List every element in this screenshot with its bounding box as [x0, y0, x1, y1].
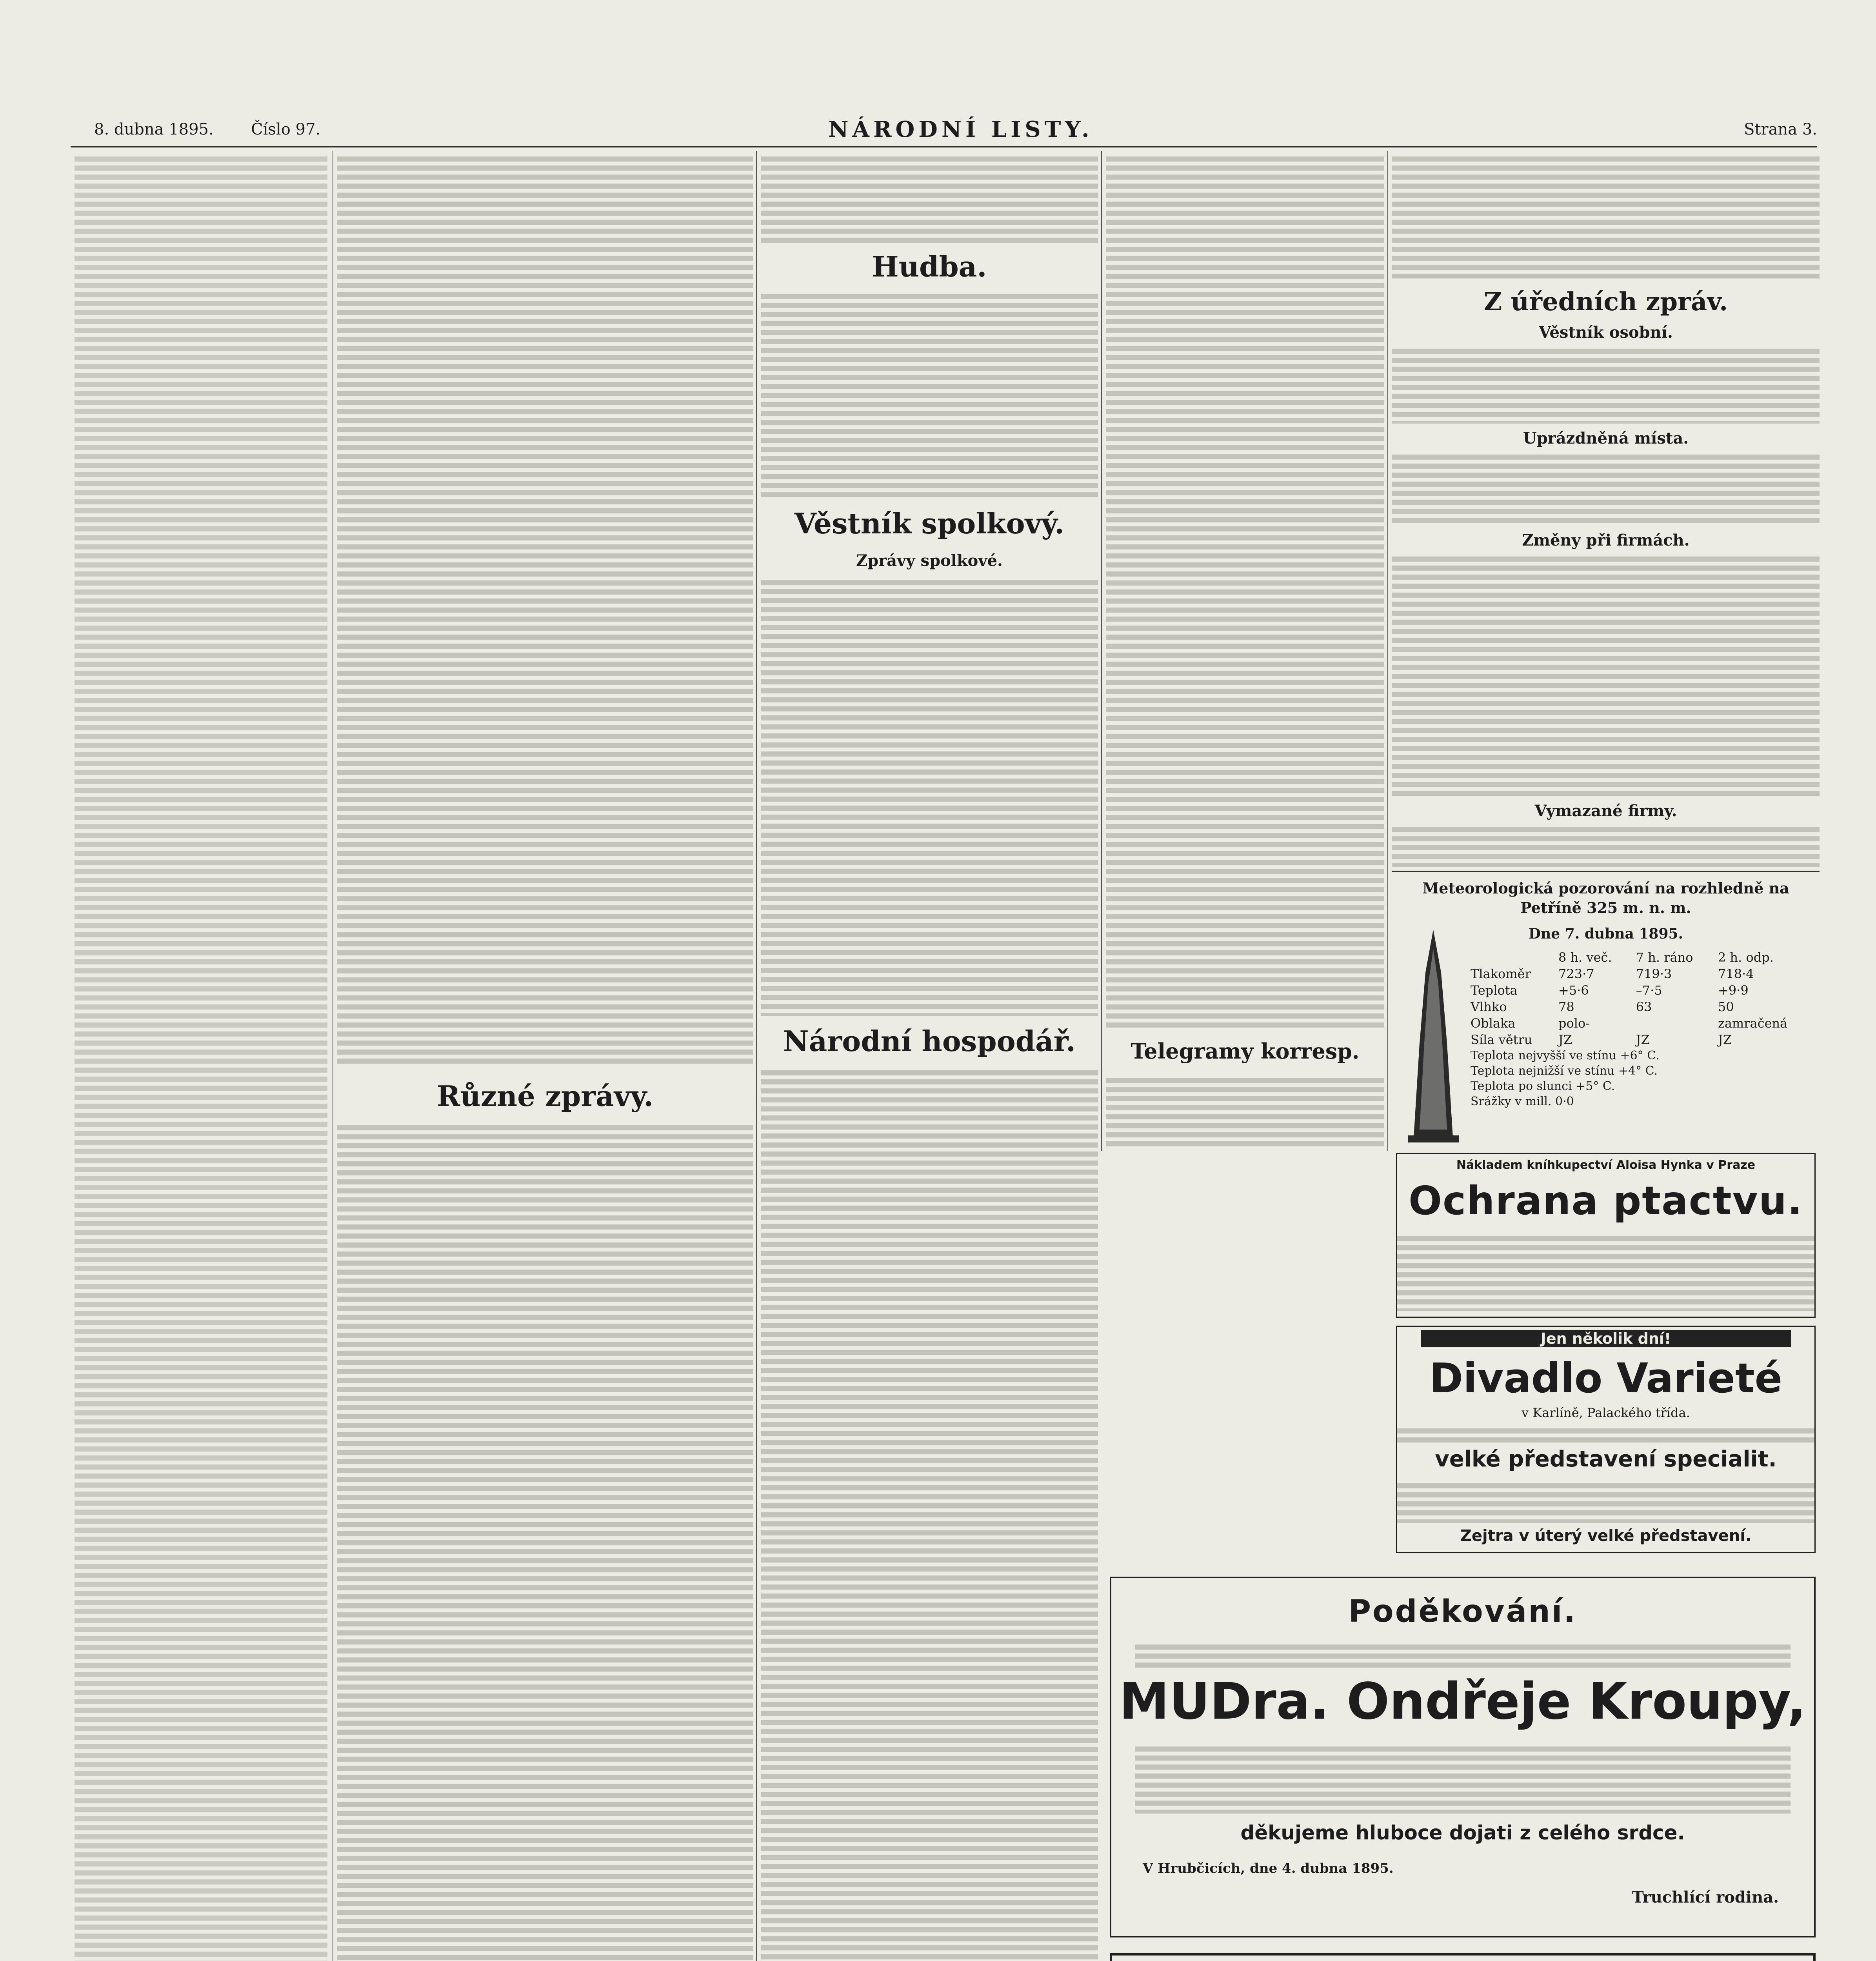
meteo-note: Teplota po slunci +5° C.	[1471, 1079, 1615, 1093]
ad-place: V Hrubčicích, dne 4. dubna 1895.	[1143, 1861, 1394, 1876]
article-text	[1392, 345, 1820, 424]
sub-heading: Uprázdněná místa.	[1392, 427, 1820, 449]
column-2	[337, 153, 753, 1961]
article-text	[761, 153, 1098, 243]
sub-heading: Vymazané firmy.	[1392, 800, 1820, 822]
ad-signature: Truchlící rodina.	[1632, 1888, 1779, 1906]
article-text	[75, 153, 327, 1961]
section-heading: Z úředních zpráv.	[1392, 282, 1820, 322]
article-text	[337, 1122, 753, 1961]
section-heading: Hudba.	[761, 247, 1098, 286]
meteo-header-row	[1467, 949, 1812, 966]
advertisement-ochrana	[1396, 1153, 1816, 1318]
meteo-row: Teplota +5·6 –7·5 +9·9	[1471, 983, 1749, 998]
ad-title: Ochrana ptactvu.	[1408, 1178, 1803, 1224]
article-text	[761, 290, 1098, 498]
advertisement-podekovani	[1110, 1577, 1816, 1937]
article-text	[1392, 824, 1820, 867]
column-3	[761, 153, 1098, 1961]
header-rule	[71, 146, 1817, 147]
meteo-col: 8 h. več.	[1558, 950, 1612, 965]
ad-body-text	[1397, 1425, 1814, 1444]
article-text	[337, 153, 753, 1067]
article-text	[761, 1067, 1098, 1961]
column-5	[1392, 153, 1820, 1149]
ad-line: velké představení specialit.	[1435, 1446, 1777, 1472]
issue-date: 8. dubna 1895.	[94, 120, 214, 138]
column-1	[75, 153, 327, 1961]
column-4	[1106, 153, 1384, 1149]
article-text	[1106, 153, 1384, 1028]
section-heading: Různé zprávy.	[337, 1075, 753, 1118]
page-number: Strana 3.	[1744, 120, 1817, 138]
section-heading: Věstník spolkový.	[761, 502, 1098, 545]
article-text	[1392, 153, 1820, 278]
meteo-row: Oblaka polo- zamračená	[1471, 1016, 1788, 1031]
meteo-note: Teplota nejvyšší ve stínu +6° C.	[1471, 1049, 1660, 1062]
ad-body-text	[1135, 1743, 1791, 1814]
ad-body-text	[1397, 1480, 1814, 1523]
advertisement-variete	[1396, 1326, 1816, 1553]
ad-body-text	[1135, 1641, 1791, 1668]
article-text	[1392, 553, 1820, 796]
ad-line: v Karlíně, Palackého třída.	[1522, 1405, 1690, 1420]
ad-pretitle: Jen několik dní!	[1421, 1330, 1791, 1347]
meteo-note: Srážky v mill. 0·0	[1471, 1095, 1574, 1108]
advertisement-obituary	[1110, 1953, 1816, 1961]
column-divider	[1101, 151, 1102, 1151]
ad-body-text	[1397, 1233, 1814, 1311]
meteo-date: Dne 7. dubna 1895.	[1528, 926, 1683, 942]
masthead-title: NÁRODNÍ LISTY.	[828, 116, 1093, 142]
sub-heading: Zprávy spolkové.	[761, 549, 1098, 573]
meteo-col: 7 h. ráno	[1636, 950, 1693, 965]
column-divider	[756, 151, 757, 1961]
meteo-col: 2 h. odp.	[1718, 950, 1774, 965]
article-text	[761, 577, 1098, 1016]
meteo-row: Tlakoměr 723·7 719·3 718·4	[1471, 966, 1754, 981]
sub-heading: Změny při firmách.	[1392, 529, 1820, 551]
issue-number: Číslo 97.	[251, 120, 321, 138]
meteo-note: Teplota nejnižší ve stínu +4° C.	[1471, 1064, 1658, 1078]
article-text	[1106, 1075, 1384, 1149]
meteo-row: Vlhko 78 63 50	[1471, 999, 1734, 1014]
column-divider	[1387, 151, 1388, 1151]
ad-title: Divadlo Varieté	[1429, 1354, 1783, 1402]
section-heading: Národní hospodář.	[761, 1020, 1098, 1063]
section-heading: Telegramy korresp.	[1106, 1031, 1384, 1071]
petrin-tower-illustration	[1404, 926, 1463, 1145]
meteo-heading: Meteorologická pozorování na rozhledně na Petříně 325 m. n. m.	[1392, 879, 1820, 922]
ad-name: MUDra. Ondřeje Kroupy,	[1119, 1672, 1807, 1731]
sub-heading: Věstník osobní.	[1392, 322, 1820, 343]
meteo-table	[1467, 949, 1812, 1109]
ad-pretitle: Nákladem kníhkupectví Aloisa Hynka v Praze	[1456, 1158, 1756, 1172]
ad-title: Poděkování.	[1348, 1594, 1577, 1629]
ad-line: Zejtra v úterý velké představení.	[1460, 1527, 1752, 1545]
article-text	[1392, 451, 1820, 526]
meteo-row: Síla větru JZ JZ JZ	[1471, 1032, 1732, 1047]
ad-subtitle: děkujeme hluboce dojati z celého srdce.	[1240, 1821, 1685, 1844]
